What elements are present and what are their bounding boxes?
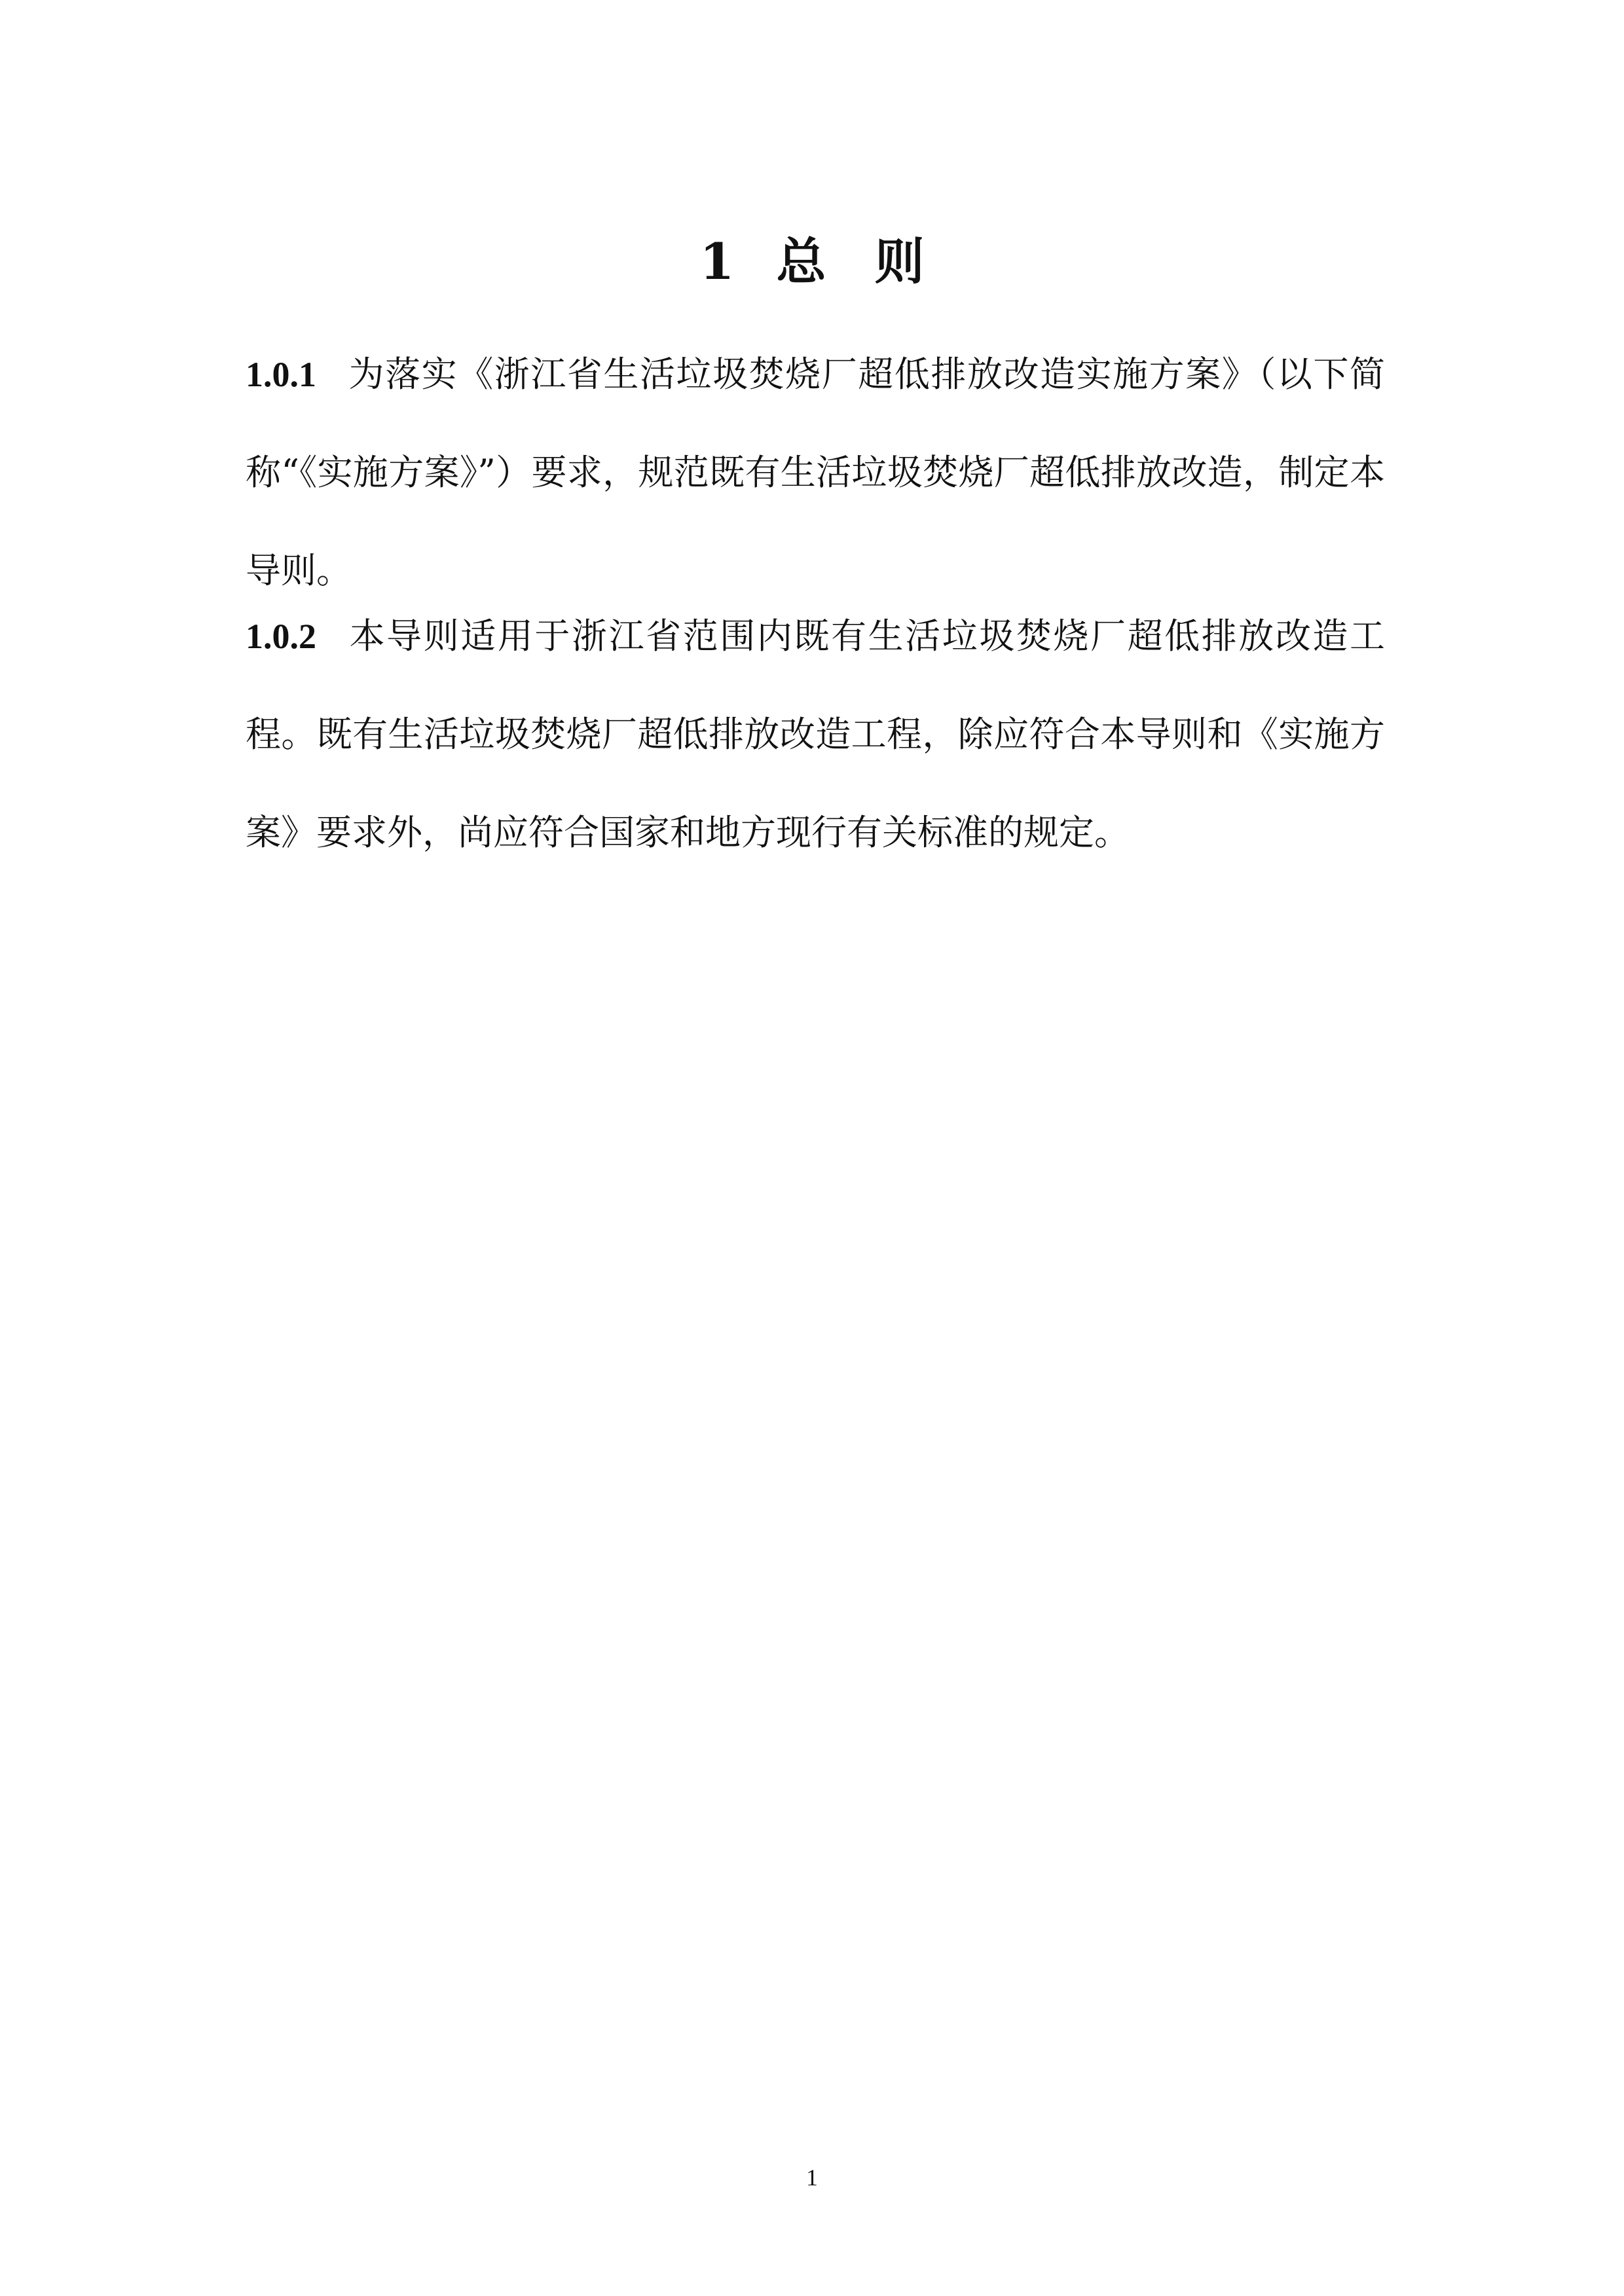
clause-1-0-2 (246, 587, 1385, 882)
chapter-title-word-2: 则 (874, 232, 925, 291)
chapter-number: 1 (699, 232, 735, 291)
clause-text: 为落实《浙江省生活垃圾焚烧厂超低排放改造实施方案》（以下简称“《实施方案》”）要求，规范既有生活垃圾焚烧厂超低排放改造，制定本导则。 (246, 354, 1385, 591)
chapter-title-word-1: 总 (776, 232, 826, 291)
page-number: 1 (806, 2164, 818, 2191)
clause-text: 本导则适用于浙江省范围内既有生活垃圾焚烧厂超低排放改造工程。既有生活垃圾焚烧厂超低排放改造工程，除应符合本导则和《实施方案》要求外，尚应符合国家和地方现行有关标准的规定。 (246, 615, 1385, 853)
clause-number: 1.0.1 (246, 355, 316, 394)
clause-1-0-1 (246, 325, 1385, 620)
chapter-title (0, 226, 1624, 298)
clause-number: 1.0.2 (246, 617, 316, 656)
